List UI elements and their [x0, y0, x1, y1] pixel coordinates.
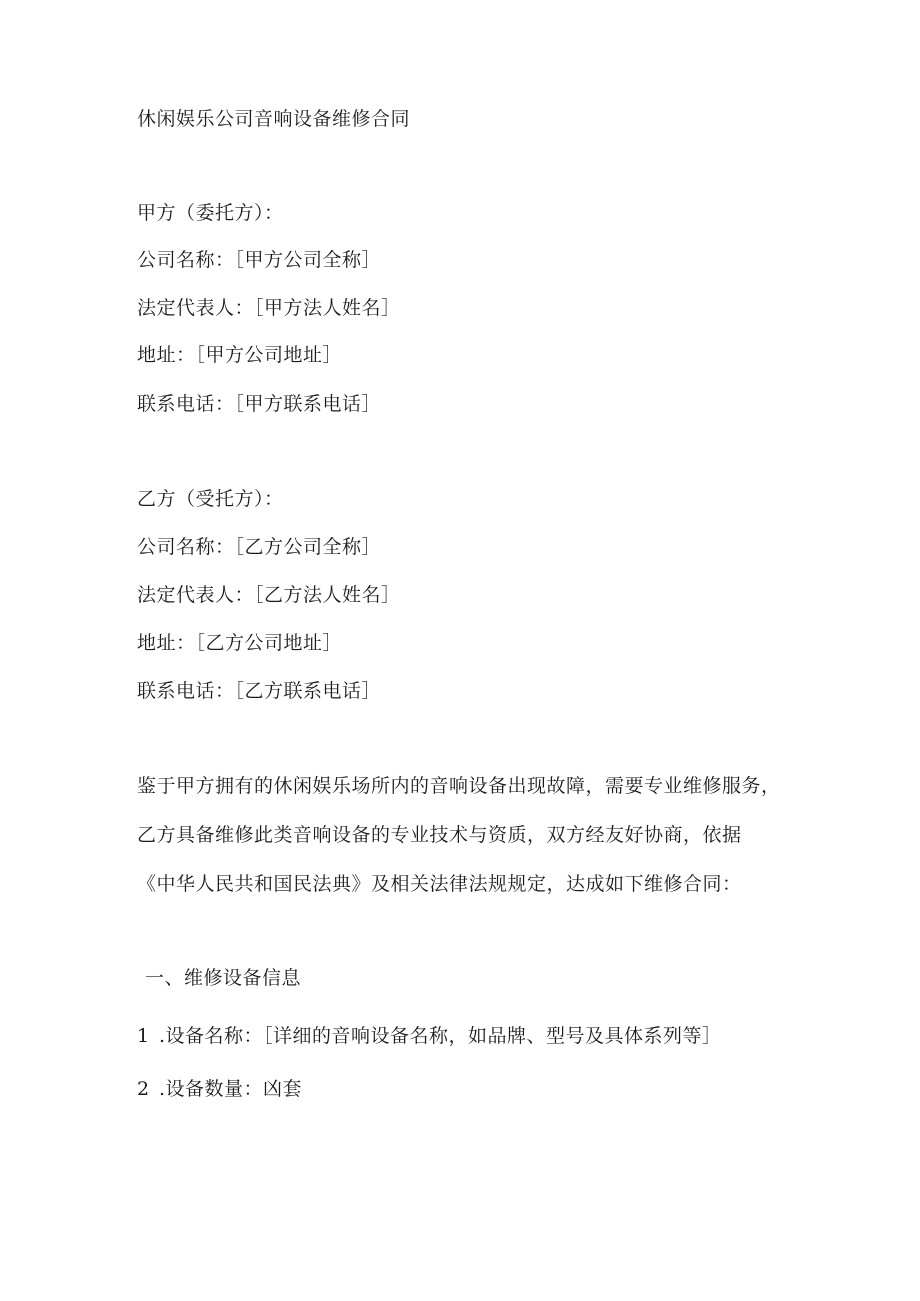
party-a-phone: 联系电话：［甲方联系电话］ — [137, 393, 382, 415]
party-b-address: 地址：［乙方公司地址］ — [137, 632, 343, 654]
list-item-text: .设备数量：凶套 — [159, 1078, 303, 1100]
party-b-phone: 联系电话：［乙方联系电话］ — [137, 680, 382, 702]
list-item-text: .设备名称：［详细的音响设备名称，如品牌、型号及具体系列等］ — [159, 1025, 722, 1047]
party-b-company: 公司名称：［乙方公司全称］ — [137, 536, 382, 558]
party-a-heading: 甲方（委托方）： — [137, 202, 284, 224]
list-item — [137, 1076, 302, 1102]
list-item — [137, 1023, 722, 1049]
party-b-legal-rep: 法定代表人：［乙方法人姓名］ — [137, 584, 401, 606]
party-a-company: 公司名称：［甲方公司全称］ — [137, 249, 382, 271]
section-1-heading: 一、维修设备信息 — [145, 967, 302, 989]
list-item-number: 2 — [137, 1078, 150, 1100]
preamble-line-2: 乙方具备维修此类音响设备的专业技术与资质，双方经友好协商，依据 — [137, 824, 742, 846]
list-item-number: 1 — [137, 1025, 150, 1047]
document-title: 休闲娱乐公司音响设备维修合同 — [137, 108, 411, 130]
preamble-line-3: 《中华人民共和国民法典》及相关法律法规规定，达成如下维修合同： — [137, 873, 742, 895]
party-a-address: 地址：［甲方公司地址］ — [137, 344, 343, 366]
party-a-legal-rep: 法定代表人：［甲方法人姓名］ — [137, 297, 401, 319]
party-b-heading: 乙方（受托方）： — [137, 488, 284, 510]
preamble-line-1: 鉴于甲方拥有的休闲娱乐场所内的音响设备出现故障，需要专业维修服务， — [137, 775, 781, 797]
